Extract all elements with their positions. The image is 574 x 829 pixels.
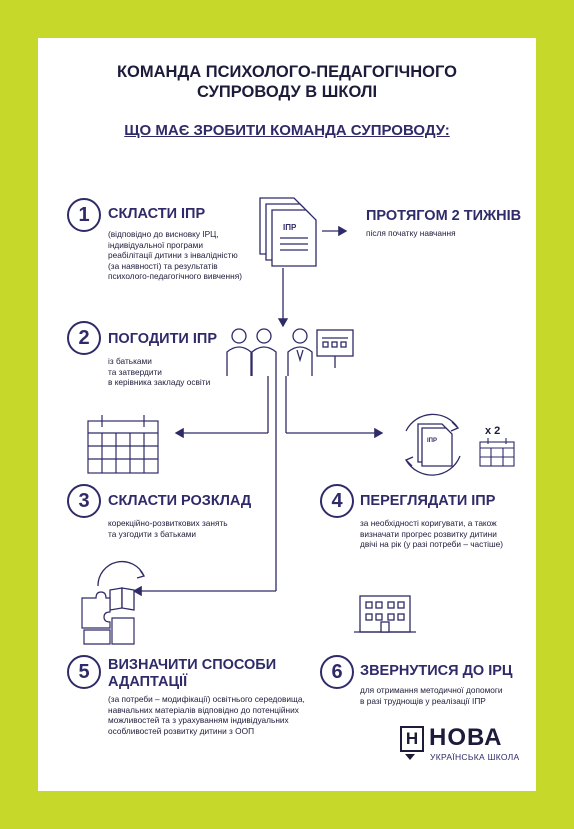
step-1-heading: СКЛАСТИ ІПР <box>108 206 206 222</box>
doc-label-small: ІПР <box>427 438 437 444</box>
timing-heading: ПРОТЯГОМ 2 ТИЖНІВ <box>366 208 522 224</box>
timing-text: після початку навчання <box>366 228 456 238</box>
calendar-x2-icon <box>480 438 514 466</box>
people-icon <box>227 329 312 376</box>
logo-subtitle: УКРАЇНСЬКА ШКОЛА <box>430 752 520 762</box>
step-1-number: 1 <box>67 198 101 232</box>
step-6-description: для отримання методичної допомоги в разі труднощів у реалізації ІПР <box>360 685 503 706</box>
times-two-label: x 2 <box>485 425 501 437</box>
step-5-number: 5 <box>67 655 101 689</box>
step-2-number: 2 <box>67 321 101 355</box>
step-2-heading: ПОГОДИТИ ІПР <box>108 331 217 347</box>
step-1-description: (відповідно до висновку ІРЦ, індивідуальної програми реабілітації дитини з інвалідністю (за наявності) та результатів психолого-педагогічного вивчення) <box>108 229 242 281</box>
presentation-board-icon <box>317 330 353 368</box>
cycle-document-icon <box>406 414 460 475</box>
logo-mark-icon: Н <box>400 726 424 752</box>
infographic-card <box>38 38 536 791</box>
logo-name: НОВА <box>429 724 503 751</box>
calendar-icon <box>88 415 158 473</box>
step-5-description: (за потреби – модифікації) освітнього середовища, навчальних матеріалів відповідно до потенційних можливостей та з урахуванням індивідуальних особливостей розвитку дитини з ООП <box>108 694 305 736</box>
doc-label: ІПР <box>283 223 297 232</box>
step-3-number: 3 <box>67 484 101 518</box>
documents-icon <box>260 198 316 266</box>
building-icon <box>354 596 416 632</box>
title-line-2: СУПРОВОДУ В ШКОЛІ <box>196 83 378 101</box>
step-6-number: 6 <box>320 655 354 689</box>
step-2-description: із батьками та затвердити в керівника закладу освіти <box>108 356 211 387</box>
step-4-heading: ПЕРЕГЛЯДАТИ ІПР <box>360 493 496 509</box>
step-4-number: 4 <box>320 484 354 518</box>
step-3-description: корекційно-розвиткових занять та узгодити з батьками <box>108 518 228 539</box>
step-3-heading: СКЛАСТИ РОЗКЛАД <box>108 493 252 509</box>
step-6-heading: ЗВЕРНУТИСЯ ДО ІРЦ <box>360 663 513 679</box>
page-subtitle: ЩО МАЄ ЗРОБИТИ КОМАНДА СУПРОВОДУ: <box>124 122 450 139</box>
step-4-description: за необхідності коригувати, а також визначати прогрес розвитку дитини двічі на рік (у разі потреби – частіше) <box>360 518 503 549</box>
step-5-heading: ВИЗНАЧИТИ СПОСОБИ АДАПТАЦІЇ <box>108 657 277 690</box>
title-line-1: КОМАНДА ПСИХОЛОГО-ПЕДАГОГІЧНОГО <box>116 63 457 81</box>
